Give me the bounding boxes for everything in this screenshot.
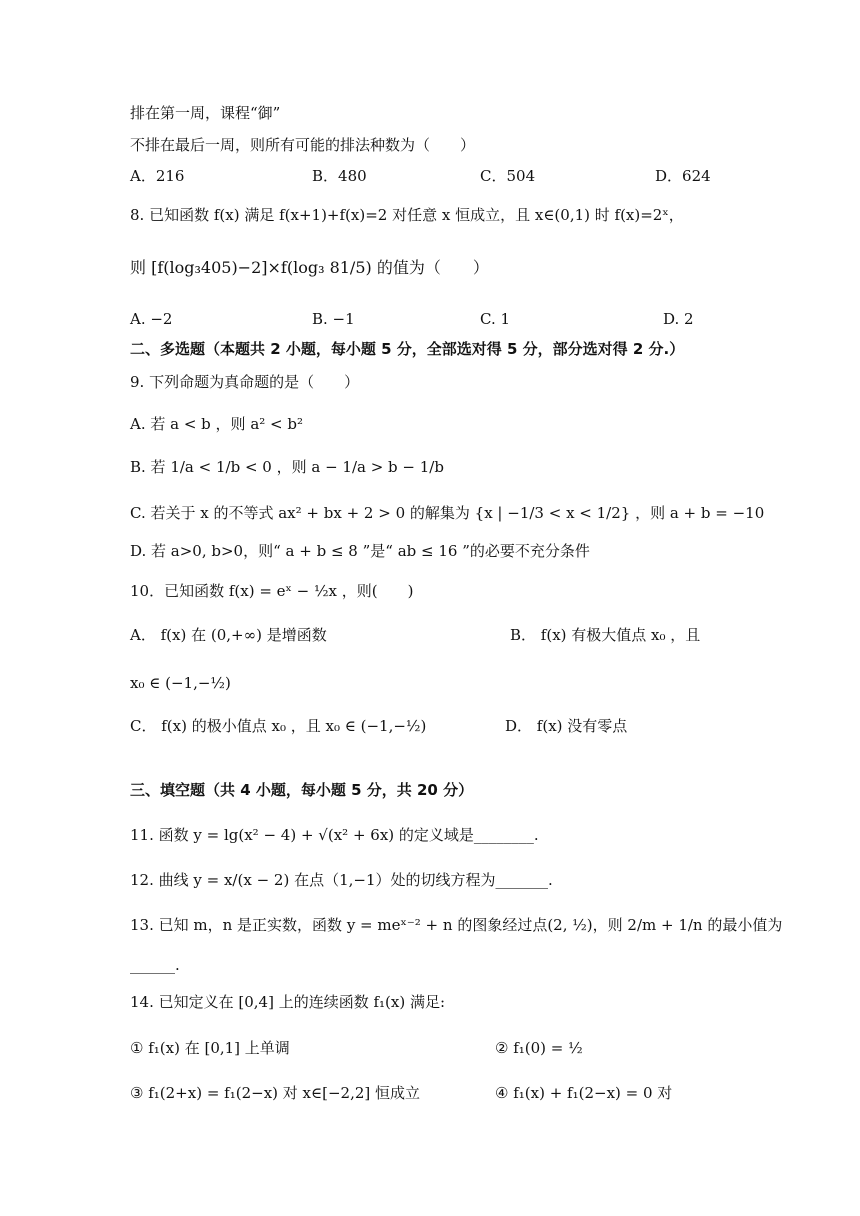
- q8-expression: 则 [f(log₃405)−2]×f(log₃ 81/5) 的值为（ ）: [130, 258, 489, 277]
- q10-option-a: A． f(x) 在 (0,+∞) 是增函数: [130, 626, 327, 644]
- q14-condition-4: ④ f₁(x) + f₁(2−x) = 0 对: [495, 1084, 673, 1102]
- q8-option-b: B. −1: [312, 310, 355, 328]
- q11-text: 11. 函数 y = lg(x² − 4) + √(x² + 6x) 的定义域是________.: [130, 826, 539, 844]
- q8-option-a: A. −2: [130, 310, 173, 328]
- q14-condition-2: ② f₁(0) = ½: [495, 1039, 583, 1057]
- q10-option-c: C． f(x) 的极小值点 x₀ ，且 x₀ ∈ (−1,−½): [130, 717, 427, 735]
- q13-line-2: ______.: [130, 956, 180, 974]
- q12-text: 12. 曲线 y = x/(x − 2) 在点（1,−1）处的切线方程为_______.: [130, 871, 553, 889]
- q13-line-1: 13. 已知 m，n 是正实数，函数 y = meˣ⁻² + n 的图象经过点(2, ½)，则 2/m + 1/n 的最小值为: [130, 916, 783, 934]
- q9-option-d: D. 若 a>0, b>0，则“ a + b ≤ 8 ”是“ ab ≤ 16 ”的必要不充分条件: [130, 542, 590, 560]
- q9-option-a: A. 若 a < b ，则 a² < b²: [130, 415, 303, 433]
- q8-option-d: D. 2: [663, 310, 694, 328]
- q7-line-1: 排在第一周，课程“御”: [130, 104, 281, 122]
- q9-option-b: B. 若 1/a < 1/b < 0 ，则 a − 1/a > b − 1/b: [130, 458, 444, 476]
- q8-option-c: C. 1: [480, 310, 511, 328]
- q7-option-d: D．624: [655, 167, 711, 185]
- q10-option-b: B． f(x) 有极大值点 x₀ ，且: [510, 626, 701, 644]
- q9-option-c: C. 若关于 x 的不等式 ax² + bx + 2 > 0 的解集为 {x | −1/3 < x < 1/2} ，则 a + b = −10: [130, 504, 765, 522]
- q14-condition-1: ① f₁(x) 在 [0,1] 上单调: [130, 1039, 290, 1057]
- q9-stem: 9. 下列命题为真命题的是（ ）: [130, 373, 360, 391]
- section-2-heading: 二、多选题（本题共 2 小题，每小题 5 分，全部选对得 5 分，部分选对得 2 分.）: [130, 340, 685, 358]
- q7-option-a: A．216: [130, 167, 185, 185]
- q14-condition-3: ③ f₁(2+x) = f₁(2−x) 对 x∈[−2,2] 恒成立: [130, 1084, 420, 1102]
- q7-line-2: 不排在最后一周，则所有可能的排法种数为（ ）: [130, 136, 476, 154]
- q10-option-d: D． f(x) 没有零点: [505, 717, 628, 735]
- q14-stem: 14. 已知定义在 [0,4] 上的连续函数 f₁(x) 满足:: [130, 993, 446, 1011]
- q10-stem: 10．已知函数 f(x) = eˣ − ½x ，则( ): [130, 582, 414, 600]
- q7-option-b: B．480: [312, 167, 367, 185]
- q8-stem: 8. 已知函数 f(x) 满足 f(x+1)+f(x)=2 对任意 x 恒成立，且 x∈(0,1) 时 f(x)=2ˣ，: [130, 206, 684, 224]
- q7-option-c: C．504: [480, 167, 536, 185]
- q10-option-b-continued: x₀ ∈ (−1,−½): [130, 674, 231, 692]
- section-3-heading: 三、填空题（共 4 小题，每小题 5 分，共 20 分）: [130, 781, 474, 799]
